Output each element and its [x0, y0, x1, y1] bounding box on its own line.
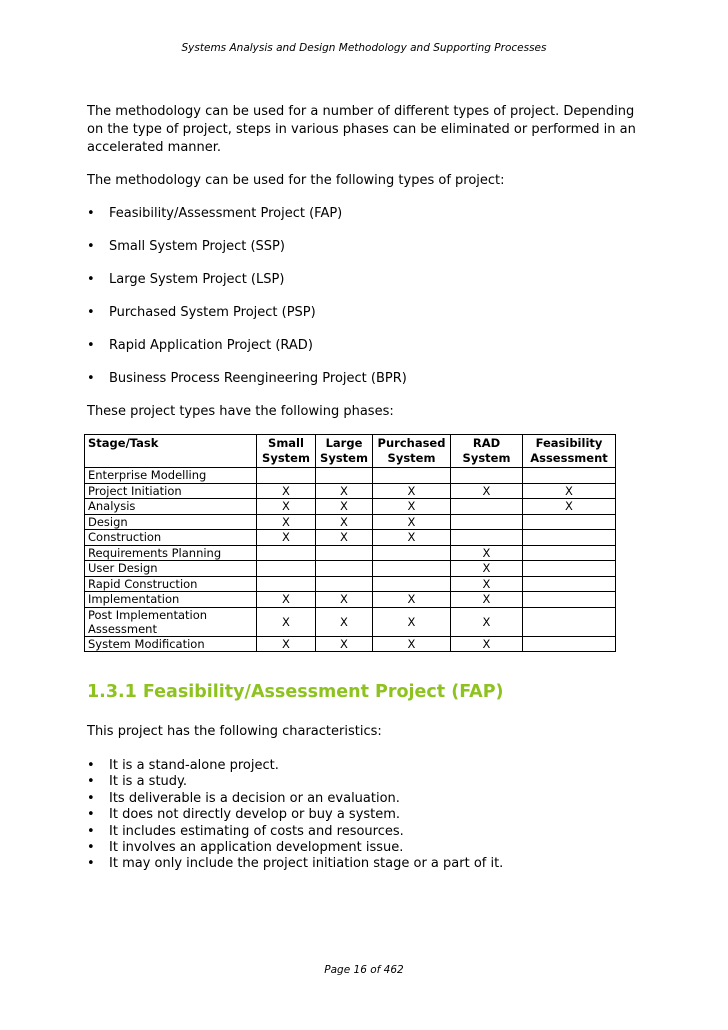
table-cell: [451, 468, 523, 484]
table-cell: X: [373, 483, 451, 499]
list-item: • It includes estimating of costs and resources.: [87, 823, 404, 839]
bullet-icon: •: [87, 338, 95, 353]
bullet-icon: •: [87, 790, 95, 806]
table-cell: X: [257, 514, 316, 530]
column-header: Small System: [257, 435, 316, 468]
list-item: • Small System Project (SSP): [87, 239, 285, 254]
bullet-icon: •: [87, 840, 95, 856]
table-cell: X: [257, 530, 316, 546]
stage-cell: Requirements Planning: [85, 545, 257, 561]
table-cell: [523, 545, 616, 561]
table-cell: [316, 576, 373, 592]
bullet-icon: •: [87, 856, 95, 872]
stage-cell: Construction: [85, 530, 257, 546]
column-header: RAD System: [451, 435, 523, 468]
list-item: • It may only include the project initiation stage or a part of it.: [87, 856, 504, 872]
table-cell: X: [451, 576, 523, 592]
list-item: • Feasibility/Assessment Project (FAP): [87, 206, 343, 221]
table-cell: [523, 636, 616, 652]
table-cell: X: [373, 530, 451, 546]
bullet-icon: •: [87, 823, 95, 839]
table-cell: X: [316, 514, 373, 530]
table-cell: X: [257, 592, 316, 608]
stage-cell: Analysis: [85, 499, 257, 515]
table-row: [85, 545, 616, 561]
table-cell: X: [316, 499, 373, 515]
table-cell: X: [451, 483, 523, 499]
table-row: [85, 592, 616, 608]
table-cell: [257, 468, 316, 484]
list-item: • Rapid Application Project (RAD): [87, 338, 313, 353]
table-header-row: [85, 435, 616, 468]
table-cell: X: [523, 483, 616, 499]
table-cell: X: [257, 607, 316, 636]
bullet-icon: •: [87, 305, 95, 320]
list-item: • It does not directly develop or buy a system.: [87, 807, 401, 823]
table-cell: X: [373, 592, 451, 608]
bullet-icon: •: [87, 272, 95, 287]
table-cell: X: [257, 636, 316, 652]
table-cell: X: [523, 499, 616, 515]
table-cell: X: [451, 607, 523, 636]
table-cell: [523, 607, 616, 636]
column-header: Purchased System: [373, 435, 451, 468]
table-cell: [373, 576, 451, 592]
table-row: [85, 483, 616, 499]
table-cell: X: [451, 545, 523, 561]
table-cell: X: [451, 561, 523, 577]
table-cell: X: [257, 499, 316, 515]
list-item: • It involves an application development issue.: [87, 840, 404, 856]
characteristics-list: [87, 758, 647, 873]
table-row: [85, 636, 616, 652]
stage-cell: Project Initiation: [85, 483, 257, 499]
page-number: Page 16 of 462: [324, 964, 404, 976]
table-cell: [523, 592, 616, 608]
table-row: [85, 499, 616, 515]
column-header: Large System: [316, 435, 373, 468]
stage-cell: Enterprise Modelling: [85, 468, 257, 484]
list-item: • Business Process Reengineering Project (BPR): [87, 371, 407, 386]
table-row: [85, 576, 616, 592]
bullet-icon: •: [87, 239, 95, 254]
bullet-icon: •: [87, 758, 95, 773]
stage-cell: Design: [85, 514, 257, 530]
characteristics-section: [87, 723, 647, 873]
table-cell: X: [451, 592, 523, 608]
table-cell: [523, 530, 616, 546]
table-cell: [257, 561, 316, 577]
stage-cell: Implementation: [85, 592, 257, 608]
stage-cell: Post Implementation Assessment: [85, 607, 257, 636]
table-cell: [523, 576, 616, 592]
table-cell: X: [451, 636, 523, 652]
section-heading: 1.3.1 Feasibility/Assessment Project (FAP): [87, 682, 504, 702]
running-header: Systems Analysis and Design Methodology and Supporting Processes: [181, 42, 547, 54]
table-cell: X: [373, 514, 451, 530]
table-cell: [316, 468, 373, 484]
table-row: [85, 530, 616, 546]
bullet-icon: •: [87, 206, 95, 221]
intro-section: [87, 103, 647, 421]
table-row: [85, 514, 616, 530]
phases-lead-paragraph: These project types have the following phases:: [87, 404, 394, 419]
table-cell: [451, 514, 523, 530]
table-cell: X: [316, 636, 373, 652]
bullet-icon: •: [87, 371, 95, 386]
table-cell: [257, 576, 316, 592]
table-cell: X: [373, 607, 451, 636]
characteristics-intro: This project has the following characteristics:: [87, 724, 382, 739]
types-lead-paragraph: The methodology can be used for the following types of project:: [87, 173, 505, 188]
table-cell: [316, 561, 373, 577]
table-row: [85, 561, 616, 577]
table-cell: [257, 545, 316, 561]
list-item: • Purchased System Project (PSP): [87, 305, 316, 320]
bullet-icon: •: [87, 774, 95, 790]
column-header: Stage/Task: [85, 435, 257, 468]
list-item: • It is a study.: [87, 774, 188, 790]
table-cell: X: [316, 607, 373, 636]
table-row: [85, 468, 616, 484]
table-cell: X: [373, 499, 451, 515]
table-cell: X: [257, 483, 316, 499]
project-types-list: [87, 205, 647, 388]
list-item: • Its deliverable is a decision or an evaluation.: [87, 790, 400, 806]
stage-cell: User Design: [85, 561, 257, 577]
intro-paragraph: The methodology can be used for a number of different types of project. Depending on the type of project, steps in various phases can be eliminated or performed in an accelerated manner.: [87, 104, 636, 155]
stage-cell: Rapid Construction: [85, 576, 257, 592]
table-cell: X: [316, 483, 373, 499]
stage-cell: System Modification: [85, 636, 257, 652]
table-cell: [523, 468, 616, 484]
phases-table: [84, 434, 616, 652]
column-header: Feasibility Assessment: [523, 435, 616, 468]
bullet-icon: •: [87, 807, 95, 823]
table-cell: [523, 561, 616, 577]
table-cell: [523, 514, 616, 530]
table-cell: X: [316, 592, 373, 608]
table-cell: X: [316, 530, 373, 546]
table-cell: [316, 545, 373, 561]
table-cell: [373, 545, 451, 561]
table-cell: [373, 468, 451, 484]
table-cell: [373, 561, 451, 577]
table-row: [85, 607, 616, 636]
table-cell: [451, 530, 523, 546]
table-cell: [451, 499, 523, 515]
list-item: • It is a stand-alone project.: [87, 758, 279, 773]
table-cell: X: [373, 636, 451, 652]
list-item: • Large System Project (LSP): [87, 272, 285, 287]
